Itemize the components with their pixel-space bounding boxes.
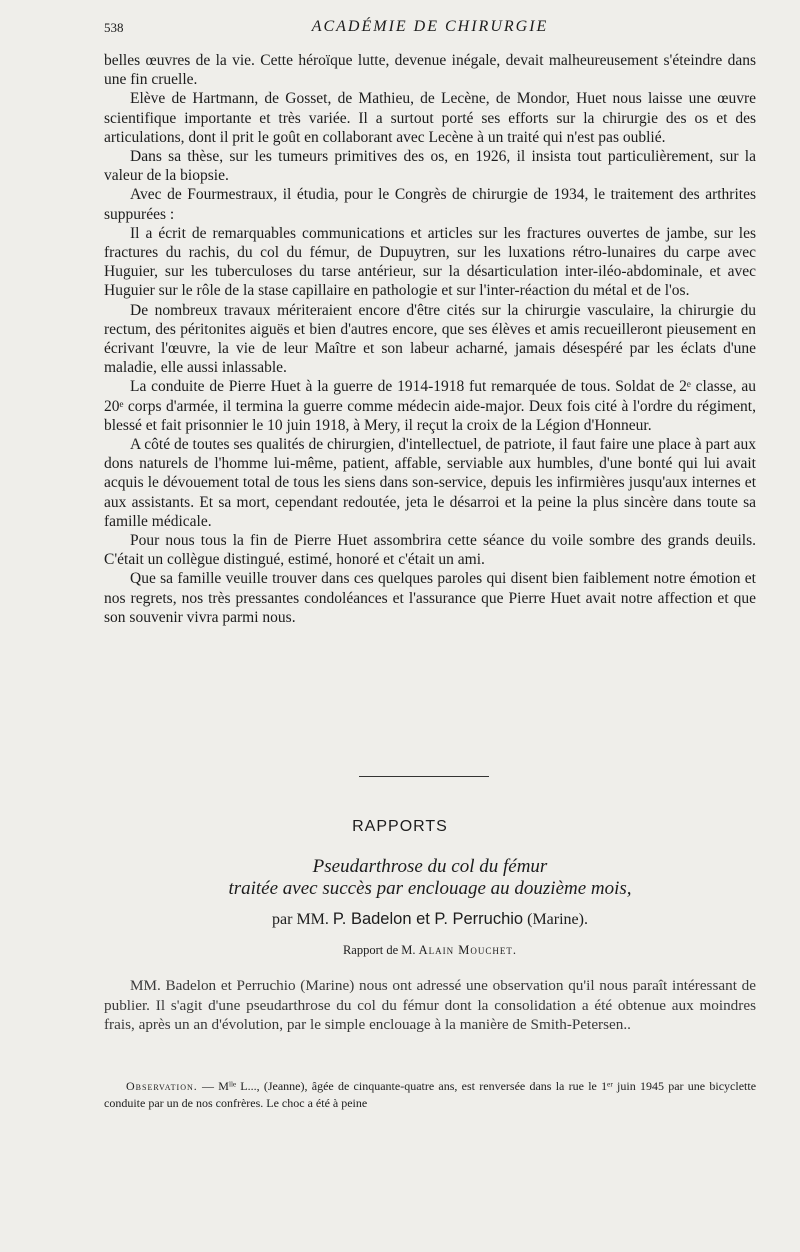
observation-paragraph <box>104 1078 756 1112</box>
report-byline <box>0 943 800 958</box>
observation-label: Observation. <box>126 1079 198 1093</box>
paragraph: Elève de Hartmann, de Gosset, de Mathieu, de Lecène, de Mondor, Huet nous laisse une œuvre scientifique importante et très variée. Il a surtout porté ses efforts sur la chirurgie des os et des articulations, dont il prit le goût en collaborant avec Lecène à un traité qui n'est pas oublié. <box>104 90 756 146</box>
obituary-text <box>104 51 756 627</box>
authors-affiliation: (Marine). <box>527 911 588 928</box>
article-title-line: traitée avec succès par enclouage au douzième mois, <box>228 878 632 899</box>
reporter-prefix: Rapport de M. <box>342 943 416 957</box>
paragraph: Pour nous tous la fin de Pierre Huet assombrira cette séance du voile sombre des grands deuils. C'était un collègue distingué, estimé, honoré et c'était un ami. <box>104 532 756 569</box>
paragraph: Il a écrit de remarquables communications et articles sur les fractures ouvertes de jambe, sur les fractures du rachis, du col du fémur, de Dupuytren, sur les luxations rétro-lunaires du carpe avec Huguier, sur les tuberculoses du tarse antérieur, sur la désarticulation inter-iléo-abdominale, et avec Huguier sur le rôle de la stase capillaire en pathologie et sur l'inter-réaction du métal et de l'os. <box>104 224 756 300</box>
page-number: 538 <box>104 20 124 35</box>
report-paragraph: MM. Badelon et Perruchio (Marine) nous ont adressé une observation qu'il nous paraît intéressant de publier. Il s'agit d'une pseudarthrose du col du fémur dont la consolidation a été obtenue aux moindres frais, après un an d'évolution, par le simple enclouage à la manière de Smith-Petersen.. <box>104 977 756 1034</box>
observation-text: — Mˡˡᵉ L..., (Jeanne), âgée de cinquante-quatre ans, est renversée dans la rue le 1ᵉʳ juin 1945 par une bicyclette conduite par un de nos confrères. Le choc a été à peine <box>104 1079 757 1110</box>
authors-prefix: par MM. <box>272 911 329 928</box>
paragraph: Que sa famille veuille trouver dans ces quelques paroles qui disent bien faiblement notre émotion et nos regrets, nos très pressantes condoléances et l'assurance que Pierre Huet avait notre affection et que son souvenir vivra parmi nous. <box>104 570 756 626</box>
reporter-name: Alain Mouchet. <box>418 943 518 957</box>
section-divider <box>359 776 489 777</box>
paragraph: Dans sa thèse, sur les tumeurs primitives des os, en 1926, il insista tout particulièrement, sur la valeur de la biopsie. <box>104 148 756 185</box>
running-title: ACADÉMIE DE CHIRURGIE <box>311 18 549 35</box>
article-title <box>0 856 800 900</box>
observation-note <box>104 1078 756 1112</box>
authors-names: P. Badelon et P. Perruchio <box>332 910 524 928</box>
paragraph: belles œuvres de la vie. Cette héroïque lutte, devenue inégale, devait malheureusement s'éteindre dans une fin cruelle. <box>104 52 756 89</box>
paragraph: De nombreux travaux mériteraient encore d'être cités sur la chirurgie vasculaire, la chirurgie du rectum, des péritonites aiguës et bien d'autres encore, que ses élèves et amis recueilleront pieusement en écrivant l'œuvre, la vie de leur Maître et son labeur acharné, jamais désespéré par les éclats d'une maladie, elle aussi inlassable. <box>104 301 756 377</box>
paragraph: La conduite de Pierre Huet à la guerre de 1914-1918 fut remarquée de tous. Soldat de 2ᵉ classe, au 20ᵉ corps d'armée, il termina la guerre comme médecin aide-major. Deux fois cité à l'ordre du régiment, blessé et fait prisonnier le 10 juin 1918, à Mery, il reçut la croix de la Légion d'Honneur. <box>104 378 756 434</box>
article-authors <box>0 910 800 929</box>
article-title-line: Pseudarthrose du col du fémur <box>312 856 548 877</box>
paragraph: A côté de toutes ses qualités de chirurgien, d'intellectuel, de patriote, il faut faire une place à part aux dons naturels de l'homme lui-même, patient, affable, serviable aux humbles, d'une bonté qui lui avait acquis le dévouement total de tous les siens dans son-service, depuis les infirmières jusqu'aux internes et aux assistants. Et sa mort, cependant redoutée, jeta le désarroi et la peine la plus sincère dans toute sa famille médicale. <box>104 436 756 530</box>
report-text <box>104 976 756 1035</box>
section-heading: RAPPORTS <box>352 818 448 835</box>
paragraph: Avec de Fourmestraux, il étudia, pour le Congrès de chirurgie de 1934, le traitement des arthrites suppurées : <box>104 186 756 223</box>
page-header <box>104 18 756 42</box>
